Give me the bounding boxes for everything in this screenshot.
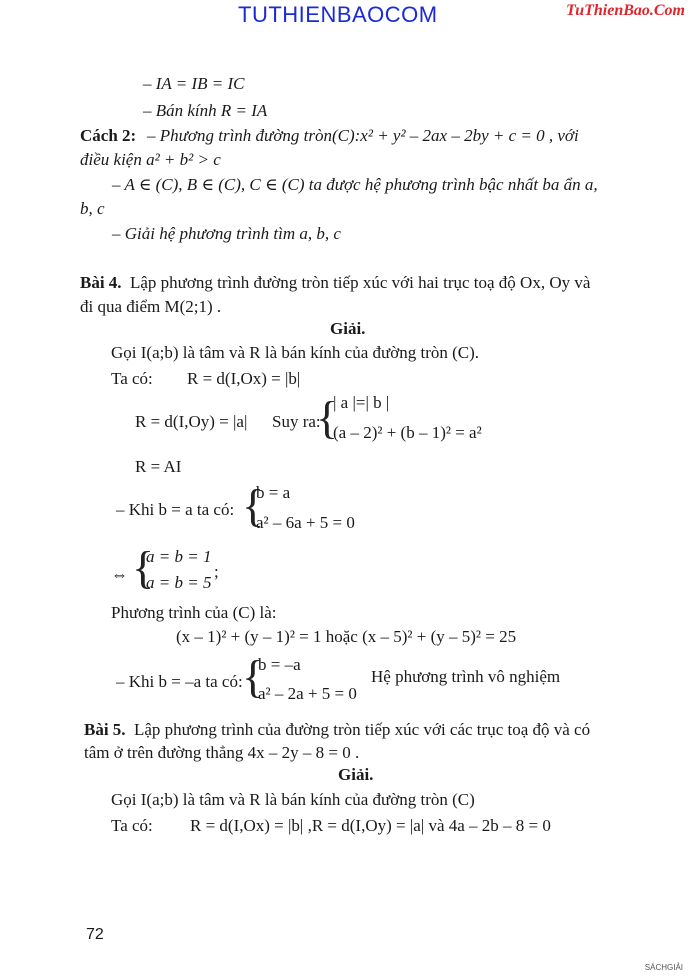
text-line: Lập phương trình của đường tròn tiếp xúc với các trục toạ độ và có	[134, 720, 591, 739]
text-line: Ta có:	[111, 816, 153, 835]
exercise-label: Bài 5.	[84, 720, 126, 739]
text-line: Gọi I(a;b) là tâm và R là bán kính của đường tròn (C).	[111, 343, 480, 362]
equivalence-symbol: ⇔	[111, 565, 128, 584]
equation: b = –a	[258, 655, 301, 674]
text-line: – IA = IB = IC	[143, 74, 245, 93]
text-line: điều kiện a² + b² > c	[80, 150, 221, 169]
equation: b = a	[256, 483, 291, 502]
equation: R = d(I,Ox) = |b| ,R = d(I,Oy) = |a| và 4a – 2b – 8 = 0	[190, 816, 551, 835]
text-line: Phương trình của (C) là:	[111, 603, 277, 622]
text-line: – Phương trình đường tròn(C):x² + y² – 2ax – 2by + c = 0 , với	[147, 126, 579, 145]
text-line: tâm ở trên đường thẳng 4x – 2y – 8 = 0 .	[84, 743, 360, 762]
text-line: Gọi I(a;b) là tâm và R là bán kính của đường tròn (C)	[111, 790, 475, 809]
equation: (x – 1)² + (y – 1)² = 1 hoặc (x – 5)² + (y – 5)² = 25	[176, 627, 517, 646]
punctuation: ;	[214, 562, 219, 581]
text-line: – A ∈ (C), B ∈ (C), C ∈ (C) ta được hệ phương trình bậc nhất ba ẩn a,	[112, 175, 598, 194]
brace-symbol: {	[316, 392, 339, 443]
equation: (a – 2)² + (b – 1)² = a²	[333, 423, 482, 442]
brace-symbol: {	[242, 480, 265, 531]
equation: R = d(I,Ox) = |b|	[187, 369, 301, 388]
text-line: – Khi b = a ta có:	[116, 500, 235, 519]
solution-heading: Giải.	[330, 319, 366, 338]
text-line: Ta có:	[111, 369, 153, 388]
text-line: – Bán kính R = IA	[143, 101, 268, 120]
text-line: – Khi b = –a ta có:	[116, 672, 243, 691]
equation: a = b = 5	[146, 573, 212, 592]
brace-symbol: {	[132, 542, 155, 593]
equation: | a |=| b |	[333, 393, 390, 412]
page-number: 72	[86, 926, 104, 943]
text-line: Suy ra:	[272, 412, 321, 431]
brace-symbol: {	[242, 651, 265, 702]
equation: a² – 6a + 5 = 0	[256, 513, 355, 532]
site-logo: TuThienBao.Com	[566, 2, 685, 19]
equation: a = b = 1	[146, 547, 212, 566]
text-line: đi qua điểm M(2;1) .	[80, 297, 222, 316]
text-line: b, c	[80, 199, 105, 218]
equation: R = AI	[135, 457, 182, 476]
text-line: Lập phương trình đường tròn tiếp xúc với hai trục toạ độ Ox, Oy và	[130, 273, 591, 292]
site-header: TUTHIENBAOCOM	[238, 2, 438, 27]
solution-heading: Giải.	[338, 765, 374, 784]
method-label: Cách 2:	[80, 126, 137, 145]
text-line: – Giải hệ phương trình tìm a, b, c	[112, 224, 341, 243]
text-line: Hệ phương trình vô nghiệm	[371, 667, 561, 686]
footer-brand: SÁCHGIẢI	[644, 963, 683, 972]
equation: a² – 2a + 5 = 0	[258, 684, 357, 703]
equation: R = d(I,Oy) = |a|	[135, 412, 248, 431]
exercise-label: Bài 4.	[80, 273, 122, 292]
